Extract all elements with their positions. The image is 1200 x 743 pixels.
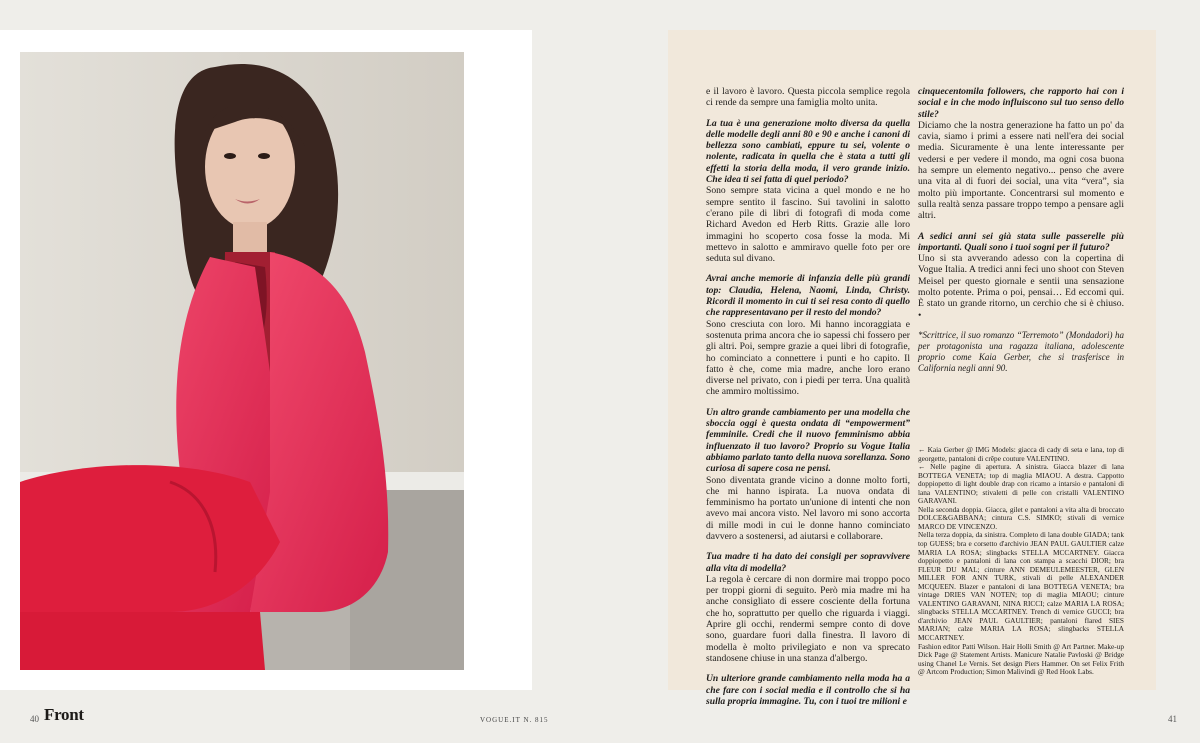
article-column-2	[918, 86, 1124, 383]
credit-line: Nella seconda doppia. Giacca, gilet e pantaloni a vita alta di broccato DOLCE&GABBANA; cintura C.S. SIMKO; stivali di vernice MARCO DE VINCENZO.	[918, 504, 1124, 531]
answer: La regola è cercare di non dormire mai troppo poco per troppi giorni di seguito. Però mia madre mi ha anche consigliato di essere cosciente della fortuna che ho, soprattutto per quello che riguarda i viaggi. Aprire gli occhi, rendermi sempre conto di dove sono, guardare fuori dalla finestra. Il lavoro di modella è molto privilegiato e non va sprecato standosene chiuse in una stanza d'albergo.	[706, 573, 910, 664]
portrait-illustration	[20, 52, 464, 670]
answer: Sono diventata grande vicino a donne molto forti, che mi hanno ispirata. La nuova ondata di femminismo ha portato un'unione di intenti che non avevo mai ancora visto. Nel lavoro mi sono accorta di mille modi in cui le donne hanno cominciato davvero a sostenersi, ad aiutarsi e collaborare.	[706, 474, 910, 542]
question: Un altro grande cambiamento per una modella che sboccia oggi è questa ondata di “empowerment” femminile. Credi che il nuovo femminismo abbia influenzato il tuo lavoro? Proprio su Vogue Italia abbiamo parlato tanto della nuova sorellanza. Sono curiosa di sapere cosa ne pensi.	[706, 406, 910, 475]
page-number-left: 40	[30, 714, 39, 724]
credit-line: ← Nelle pagine di apertura. A sinistra. Giacca blazer di lana BOTTEGA VENETA; top di maglia MIAOU. A destra. Cappotto doppiopetto di light double drap con ricamo a intarsio e pantaloni di lana VALENTINO; stivaletti di pelle con cristalli VALENTINO GARAVANI.	[918, 462, 1124, 506]
page-number-right: 41	[1168, 714, 1177, 724]
fashion-credits	[918, 446, 1124, 677]
answer: Uno si sta avverando adesso con la copertina di Vogue Italia. A tredici anni feci uno shoot con Steven Meisel per questo giornale e sentii una sensazione molto potente. Prima o poi, pensai… Ed eccomi qui. È stato un grande ritorno, un cerchio che si è chiuso. •	[918, 253, 1124, 321]
section-title: Front	[44, 705, 84, 724]
question: cinquecentomila followers, che rapporto hai con i social e in che modo influiscono sul tuo senso dello stile?	[918, 86, 1124, 120]
masthead: VOGUE.IT N. 815	[480, 716, 549, 724]
credit-line: ← Kaia Gerber @ IMG Models: giacca di cady di seta e lana, top di georgette, pantaloni di crêpe couture VALENTINO.	[918, 445, 1124, 463]
question: Avrai anche memorie di infanzia delle più grandi top: Claudia, Helena, Naomi, Linda, Christy. Ricordi il momento in cui ti sei resa conto di quello che rappresentavano per il resto del mondo?	[706, 273, 910, 319]
question: A sedici anni sei già stata sulle passerelle più importanti. Quali sono i tuoi sogni per il futuro?	[918, 230, 1124, 253]
credit-line: Fashion editor Patti Wilson. Hair Holli Smith @ Art Partner. Make-up Dick Page @ Statement Artists. Manicure Natalie Pavloski @ Bridge using Chanel Le Vernis. Set design Piers Hammer. On set Felix Frith @ Artcom Production; Simon Malivindi @ Red Hook Labs.	[918, 641, 1124, 677]
author-note: *Scrittrice, il suo romanzo “Terremoto” (Mondadori) ha per protagonista una ragazza italiana, adolescente proprio come Kaia Gerber, che si trasferisce in California negli anni 90.	[918, 329, 1124, 373]
article-column-1	[706, 86, 910, 707]
credit-line: Nella terza doppia, da sinistra. Completo di lana double GIADA; tank top GUESS; bra e corsetto d'archivio JEAN PAUL GAULTIER calze MARIA LA ROSA; slingbacks STELLA MCCARTNEY. Giacca doppiopetto e pantaloni di lana con stampa a scacchi DIOR; bra FLEUR DU MAL; cinture ANN DEMEULEMEESTER, GLEN MILLER FOR ANN TURK, stivali di pelle ALEXANDER MCQUEEN. Blazer e pantaloni di lana BOTTEGA VENETA; bra vintage DRIES VAN NOTEN; top di maglia MIAOU; cinture VALENTINO GARAVANI, NINA RICCI; calze MARIA LA ROSA; slingbacks STELLA MCCARTNEY. Trench di vernice GUCCI; bra d'archivio JEAN PAUL GAULTIER; pantaloni flared SIES MARJAN; calze MARIA LA ROSA; slingbacks STELLA MCCARTNEY.	[918, 530, 1124, 643]
question: La tua è una generazione molto diversa da quella delle modelle degli anni 80 e 90 e anche i canoni di bellezza sono cambiati, eppure tu sei, volente o nolente, radicata in quella che è stata a tutti gli effetti la storia della moda, il vero grande inizio. Che idea ti sei fatta di quel periodo?	[706, 117, 910, 186]
portrait-photo	[20, 52, 464, 670]
answer: Sono sempre stata vicina a quel mondo e ne ho sempre sentito il fascino. Sui tavolini in salotto c'erano pile di libri di fotografi di moda come Richard Avedon ed Herb Ritts. Grazie alle loro immagini ho scoperto cosa fosse la moda. Mi mettevo in salotto e ammiravo quelle foto per ore seduta sul divano.	[706, 185, 910, 265]
question: Tua madre ti ha dato dei consigli per sopravvivere alla vita di modella?	[706, 551, 910, 574]
question: Un ulteriore grande cambiamento nella moda ha a che fare con i social media e il controllo che si ha sulla propria immagine. Tu, con i tuoi tre milioni e	[706, 673, 910, 707]
answer: Diciamo che la nostra generazione ha fatto un po' da cavia, siamo i primi a essere nati nell'era dei social media. Sicuramente è una lente interessante per vedersi e per vedere il mondo, ma ogni cosa buona ha sempre un elemento negativo... penso che avere una vita al di fuori dei social, una vita “vera”, sia molto più importante. Concentrarsi sul momento e sulla realtà senza passare troppo tempo a pensare agli altri.	[918, 119, 1124, 222]
paragraph: e il lavoro è lavoro. Questa piccola semplice regola ci rende da sempre una famiglia molto unita.	[706, 86, 910, 109]
answer: Sono cresciuta con loro. Mi hanno incoraggiata e sostenuta prima ancora che io sapessi chi fossero per gli altri. Poi, sempre grazie a quei libri di fotografie, ho cominciato a connettere i punti e ho capito. Il fatto è che, come mia madre, anche loro erano diverse nel privato, con i piedi per terra. Una qualità che ammiro moltissimo.	[706, 318, 910, 398]
